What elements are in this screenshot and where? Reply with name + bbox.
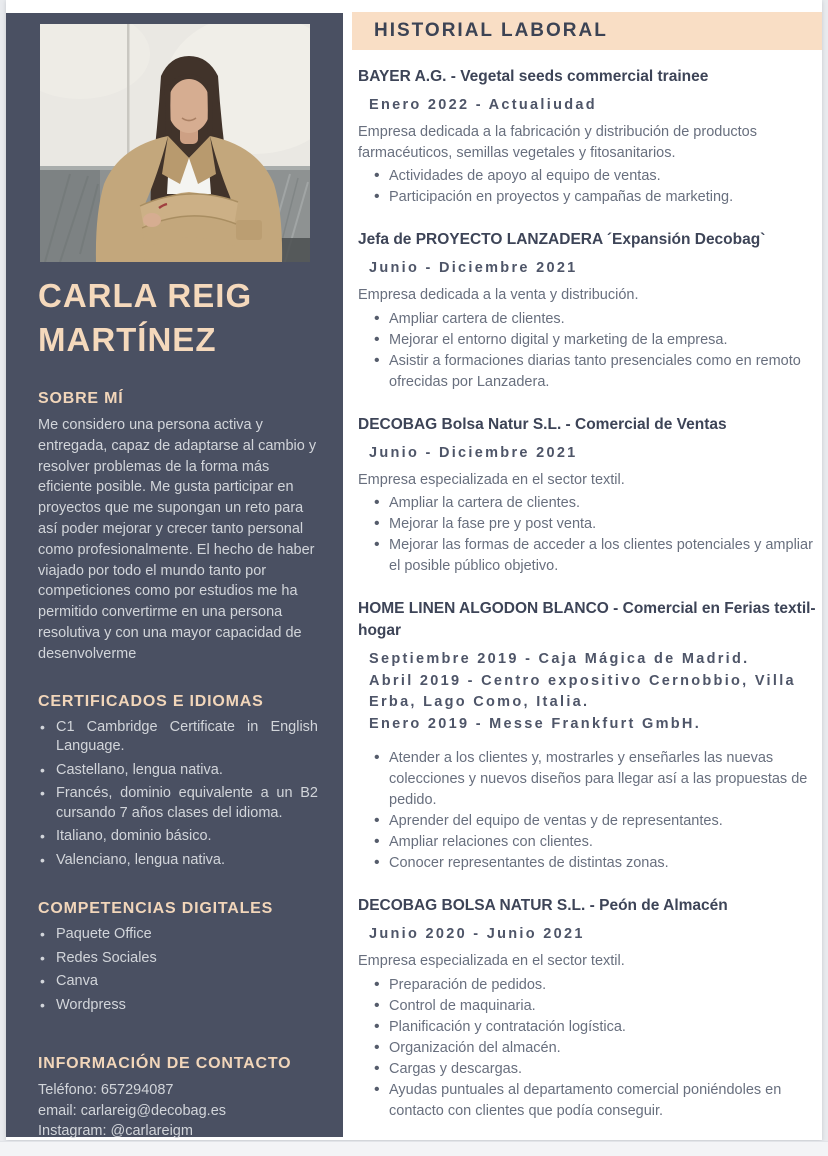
- job-bullet-item: • Mejorar las formas de acceder a los clientes potenciales y ampliar el posible público objetivo.: [358, 535, 822, 577]
- contact-heading: INFORMACIÓN DE CONTACTO: [38, 1055, 292, 1073]
- historial-laboral-heading: HISTORIAL LABORAL: [374, 20, 608, 41]
- job-description: Empresa dedicada a la venta y distribución.: [358, 287, 639, 303]
- person-name-line1: CARLA REIG: [38, 277, 253, 314]
- job-bullets: [358, 975, 822, 1122]
- job-bullets: [358, 309, 822, 393]
- list-item: • Valenciano, lengua nativa.: [38, 851, 318, 871]
- job-date-line: Septiembre 2019 - Caja Mágica de Madrid.: [369, 651, 750, 667]
- job-title: BAYER A.G. - Vegetal seeds commercial trainee: [358, 68, 709, 85]
- contact-line: email: carlareig@decobag.es: [38, 1102, 227, 1119]
- about-section: [38, 390, 318, 665]
- contact-lines: [38, 1080, 318, 1142]
- section-header-bar: [352, 12, 822, 50]
- cv-page: [6, 0, 822, 1140]
- job-bullet-item: • Organización del almacén.: [358, 1038, 822, 1059]
- job-description: Empresa especializada en el sector textil.: [358, 953, 625, 969]
- list-item: • C1 Cambridge Certificate in English Language.: [38, 718, 318, 757]
- job-title: DECOBAG BOLSA NATUR S.L. - Peón de Almacén: [358, 897, 728, 914]
- job-date-line: Junio 2020 - Junio 2021: [369, 926, 585, 942]
- job-entry: [358, 414, 822, 578]
- list-item: • Canva: [38, 972, 318, 992]
- job-date-line: Abril 2019 - Centro expositivo Cernobbio, Villa Erba, Lago Como, Italia.: [369, 673, 796, 710]
- languages-heading: CERTIFICADOS E IDIOMAS: [38, 692, 264, 710]
- job-bullet-item: • Mejorar el entorno digital y marketing de la empresa.: [358, 330, 822, 351]
- job-bullet-item: • Ampliar cartera de clientes.: [358, 309, 822, 330]
- skills-section: [38, 900, 318, 1015]
- job-bullets: [358, 748, 822, 874]
- about-text: Me considero una persona activa y entregada, capaz de adaptarse al cambio y resolver problemas de la forma más eficiente posible. Me gusta participar en proyectos que me supongan un reto para así poder mejorar y crecer tanto personal como profesionalmente. El hecho de haber viajado por todo el mundo tanto por competiciones como por estudios me ha permitido convertirme en una persona resolutiva y con una mayor capacidad de desenvolverme: [38, 417, 317, 662]
- list-item: • Redes Sociales: [38, 949, 318, 969]
- about-heading: SOBRE MÍ: [38, 390, 124, 407]
- languages-section: [38, 693, 318, 871]
- job-bullet-item: • Preparación de pedidos.: [358, 975, 822, 996]
- job-list: [352, 50, 822, 1122]
- job-bullet-item: • Ampliar la cartera de clientes.: [358, 493, 822, 514]
- job-dates: [358, 443, 822, 464]
- list-item: • Paquete Office: [38, 925, 318, 945]
- job-bullet-item: • Control de maquinaria.: [358, 996, 822, 1017]
- job-bullet-item: • Ayudas puntuales al departamento comercial poniéndoles en contacto con clientes que podía conseguir.: [358, 1080, 822, 1122]
- job-title: Jefa de PROYECTO LANZADERA ´Expansión Decobag`: [358, 231, 766, 248]
- job-entry: [358, 598, 822, 874]
- list-item: • Italiano, dominio básico.: [38, 827, 318, 847]
- job-date-line: Junio - Diciembre 2021: [369, 260, 578, 276]
- job-bullet-item: • Cargas y descargas.: [358, 1059, 822, 1080]
- contact-section: [38, 1055, 318, 1142]
- job-bullet-item: • Actividades de apoyo al equipo de ventas.: [358, 166, 822, 187]
- list-item: • Wordpress: [38, 996, 318, 1016]
- job-date-line: Enero 2019 - Messe Frankfurt GmbH.: [369, 716, 702, 732]
- contact-line: Instagram: @carlareigm: [38, 1123, 193, 1140]
- job-bullet-item: • Planificación y contratación logística.: [358, 1017, 822, 1038]
- job-title: HOME LINEN ALGODON BLANCO - Comercial en Ferias textil-hogar: [358, 600, 816, 639]
- person-name: [38, 274, 318, 362]
- job-bullet-item: • Participación en proyectos y campañas de marketing.: [358, 187, 822, 208]
- sidebar: [6, 13, 343, 1140]
- job-date-line: Enero 2022 - Actualiudad: [369, 97, 597, 113]
- job-description: Empresa dedicada a la fabricación y distribución de productos farmacéuticos, semillas vegetales y fitosanitarios.: [358, 124, 757, 161]
- job-bullet-item: • Mejorar la fase pre y post venta.: [358, 514, 822, 535]
- job-date-line: Junio - Diciembre 2021: [369, 444, 578, 461]
- job-bullets: [358, 493, 822, 577]
- person-name-line2: MARTÍNEZ: [38, 321, 217, 358]
- job-bullet-item: • Aprender del equipo de ventas y de representantes.: [358, 811, 822, 832]
- list-item: • Francés, dominio equivalente a un B2 cursando 7 años clases del idioma.: [38, 784, 318, 823]
- job-bullet-item: • Ampliar relaciones con clientes.: [358, 832, 822, 853]
- job-entry: [358, 66, 822, 208]
- skills-list: [38, 925, 318, 1015]
- job-bullet-item: • Conocer representantes de distintas zonas.: [358, 853, 822, 874]
- profile-photo: [40, 24, 310, 262]
- job-bullet-item: • Atender a los clientes y, mostrarles y enseñarles las nuevas colecciones y nuevos diseños para llegar así a las propuestas de pedido.: [358, 748, 822, 811]
- job-bullet-item: • Asistir a formaciones diarias tanto presenciales como en remoto ofrecidas por Lanzadera.: [358, 351, 822, 393]
- job-title: DECOBAG Bolsa Natur S.L. - Comercial de Ventas: [358, 415, 727, 433]
- list-item: • Castellano, lengua nativa.: [38, 761, 318, 781]
- skills-heading: COMPETENCIAS DIGITALES: [38, 900, 274, 918]
- languages-list: [38, 718, 318, 871]
- viewer-background-strip: [0, 1141, 828, 1156]
- job-bullets: [358, 166, 822, 208]
- job-dates: [358, 258, 822, 279]
- job-dates: [358, 649, 822, 735]
- job-dates: [358, 95, 822, 116]
- job-entry: [358, 229, 822, 393]
- job-description: Empresa especializada en el sector textil.: [358, 471, 625, 488]
- main-column: [352, 12, 822, 1143]
- contact-line: Teléfono: 657294087: [38, 1082, 174, 1099]
- job-dates: [358, 924, 822, 945]
- job-entry: [358, 895, 822, 1122]
